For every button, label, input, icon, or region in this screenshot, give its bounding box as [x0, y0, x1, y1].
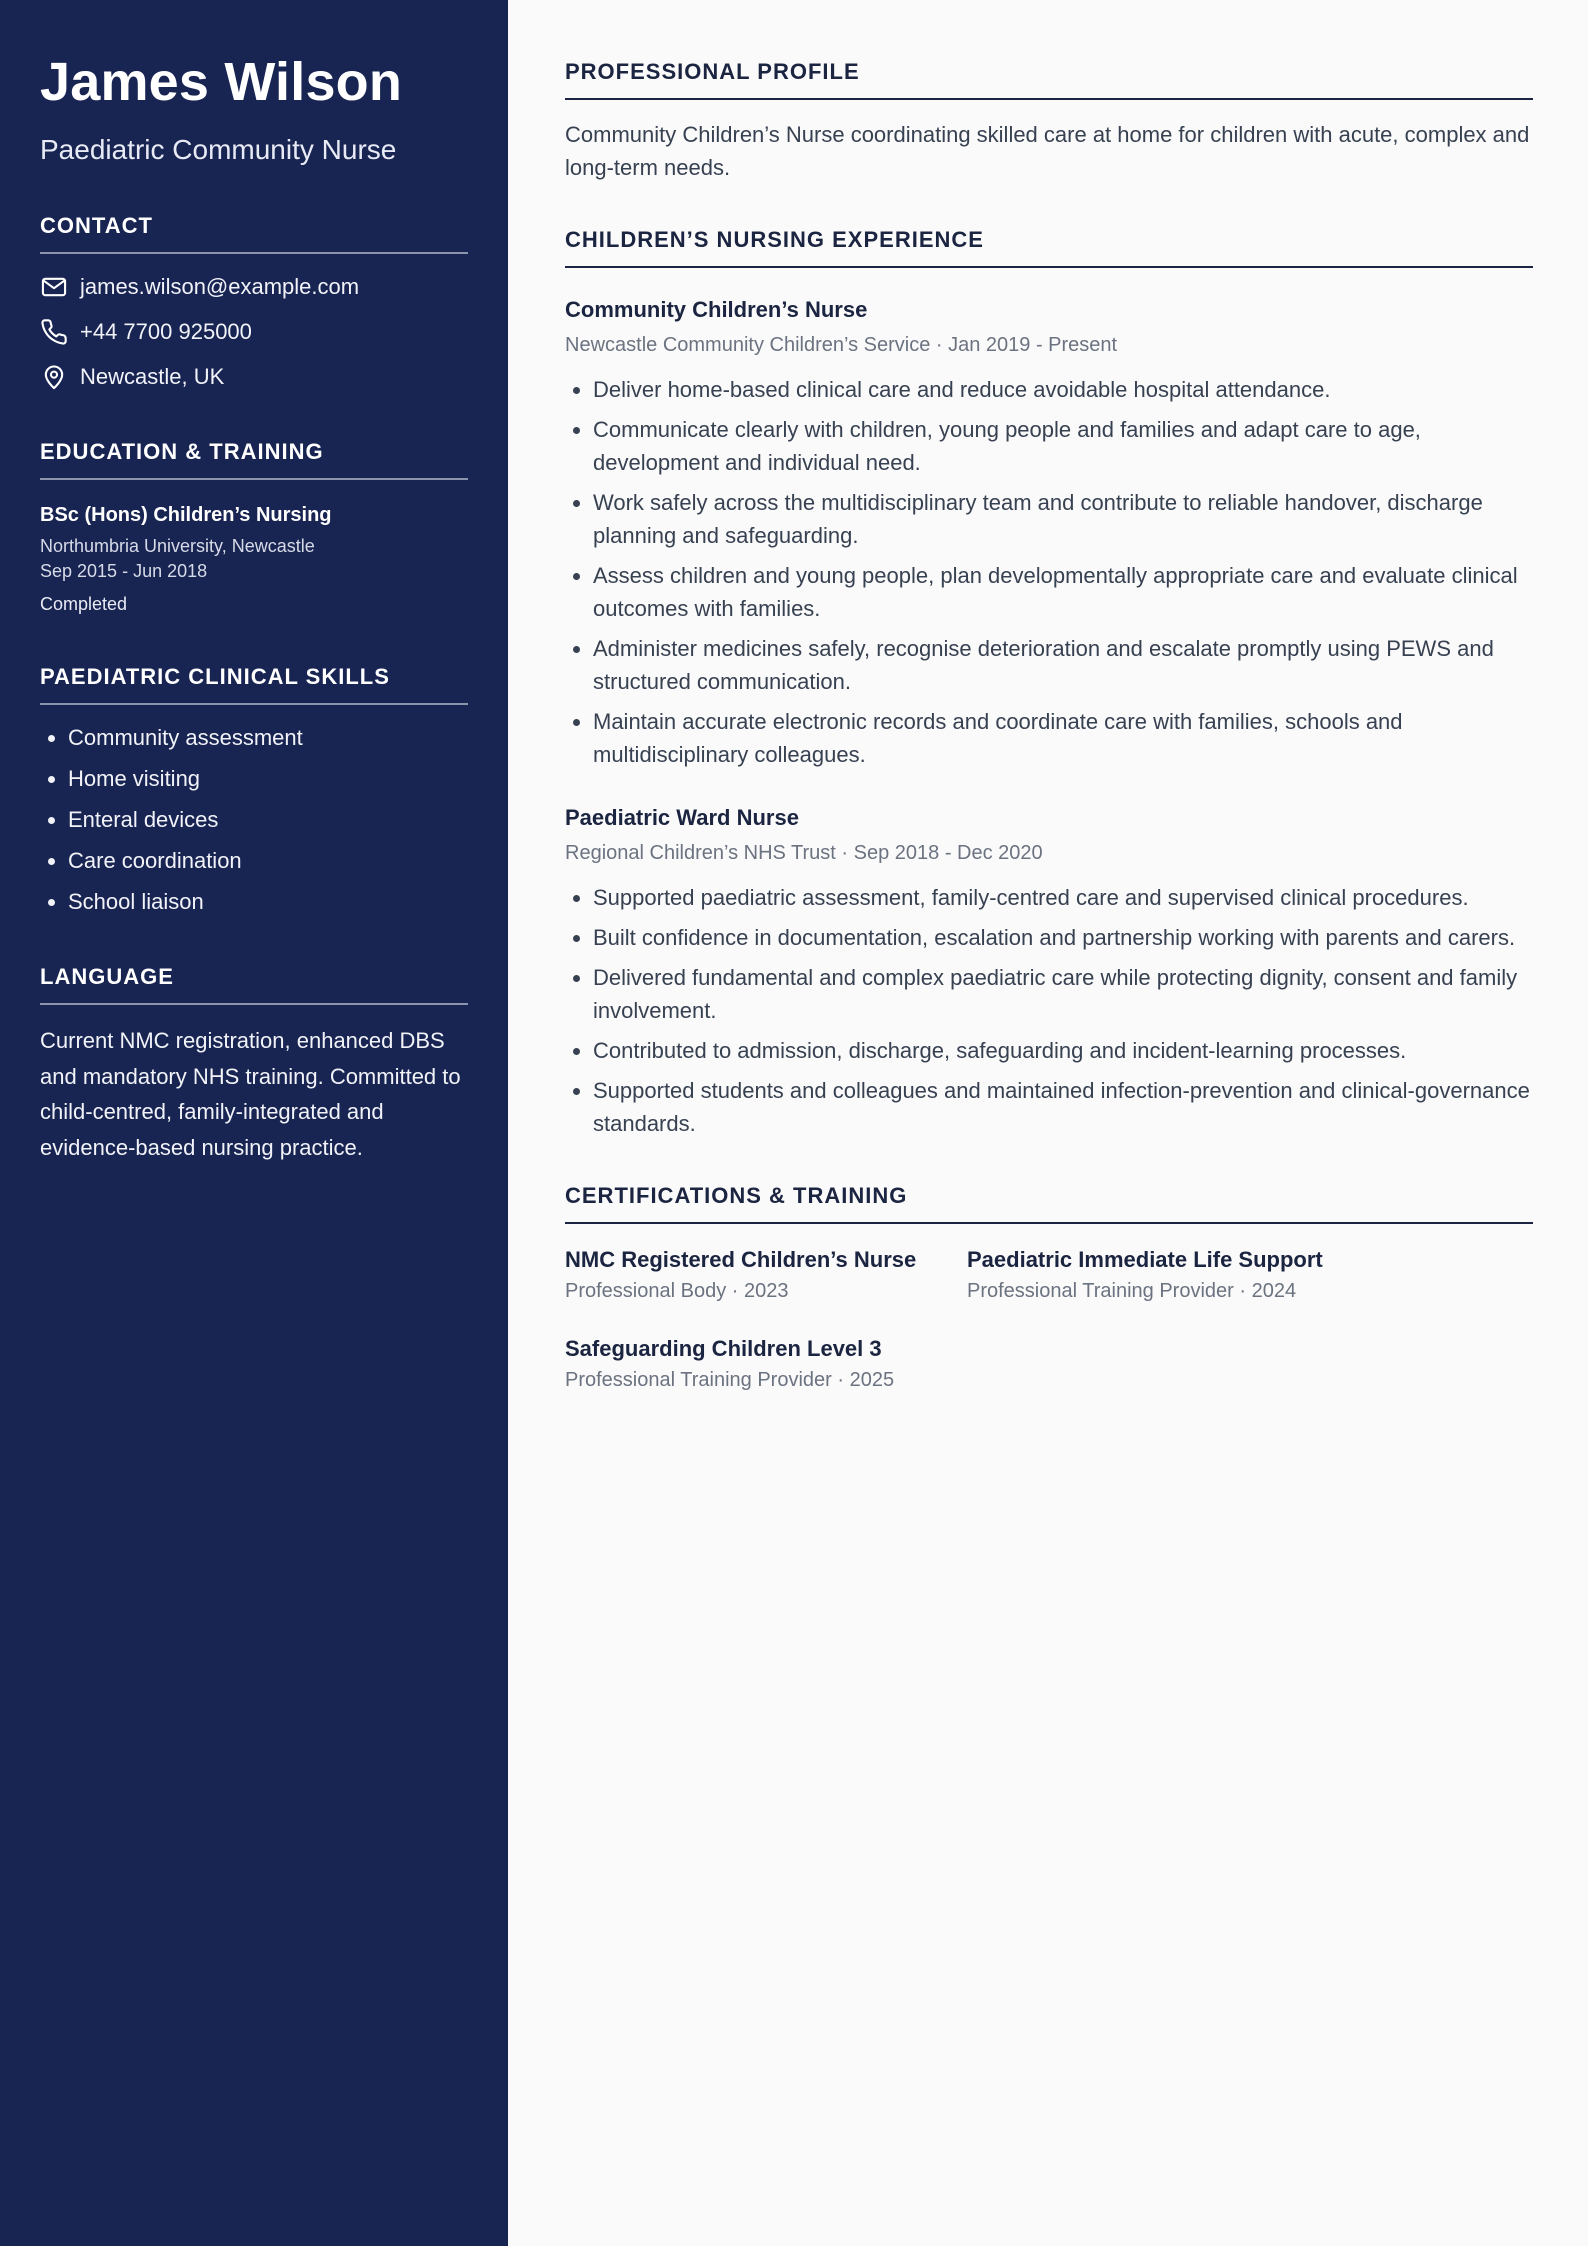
- experience-section: [565, 226, 1533, 1140]
- location-pin-icon: [40, 363, 68, 391]
- job-bullet: • Supported paediatric assessment, family-centred care and supervised clinical procedures.: [593, 881, 1533, 914]
- language-heading: LANGUAGE: [40, 963, 468, 1005]
- skills-list: [40, 723, 468, 917]
- education-status: Completed: [40, 594, 128, 614]
- job-meta: Regional Children’s NHS Trust · Sep 2018 - Dec 2020: [565, 842, 1043, 864]
- job-bullets: [565, 373, 1533, 771]
- language-section: [40, 963, 468, 1165]
- certifications-section: [565, 1182, 1533, 1394]
- job-bullet: • Supported students and colleagues and maintained infection-prevention and clinical-governance standards.: [593, 1074, 1533, 1140]
- contact-list: [40, 272, 468, 392]
- job-entry: [565, 296, 1533, 771]
- job-bullet: • Maintain accurate electronic records and coordinate care with families, schools and multidisciplinary colleagues.: [593, 705, 1533, 771]
- job-title: Community Children’s Nurse: [565, 297, 868, 322]
- certifications-grid: [565, 1246, 1533, 1394]
- job-bullet: • Contributed to admission, discharge, safeguarding and incident-learning processes.: [593, 1034, 1533, 1067]
- certification-item: [967, 1246, 1369, 1305]
- contact-email-text[interactable]: james.wilson@example.com: [80, 274, 360, 299]
- skill-item: • Enteral devices: [68, 805, 468, 835]
- certification-meta: Professional Training Provider · 2025: [565, 1369, 895, 1391]
- certification-name: Paediatric Immediate Life Support: [967, 1247, 1323, 1272]
- job-bullet: • Delivered fundamental and complex paediatric care while protecting dignity, consent and family involvement.: [593, 961, 1533, 1027]
- job-meta: Newcastle Community Children’s Service · Jan 2019 - Present: [565, 334, 1118, 356]
- skill-item: • Home visiting: [68, 764, 468, 794]
- certification-name: Safeguarding Children Level 3: [565, 1336, 882, 1361]
- job-title: Paediatric Ward Nurse: [565, 805, 799, 830]
- language-text: Current NMC registration, enhanced DBS and mandatory NHS training. Committed to child-centred, family-integrated and evidence-based nursing practice.: [40, 1028, 461, 1160]
- job-bullet: • Built confidence in documentation, escalation and partnership working with parents and carers.: [593, 921, 1533, 954]
- contact-phone[interactable]: [40, 317, 468, 347]
- certification-item: [565, 1246, 967, 1305]
- candidate-name: James Wilson: [40, 52, 403, 112]
- job-bullet: • Communicate clearly with children, young people and families and adapt care to age, development and individual need.: [593, 413, 1533, 479]
- contact-section: [40, 212, 468, 392]
- education-section: [40, 438, 468, 617]
- job-bullet: • Administer medicines safely, recognise deterioration and escalate promptly using PEWS and structured communication.: [593, 632, 1533, 698]
- education-institution: Northumbria University, Newcastle: [40, 536, 315, 556]
- certification-name: NMC Registered Children’s Nurse: [565, 1247, 917, 1272]
- phone-icon: [40, 318, 68, 346]
- certification-item: [565, 1335, 967, 1394]
- main-content: [565, 58, 1533, 1394]
- skills-heading: PAEDIATRIC CLINICAL SKILLS: [40, 663, 468, 705]
- certification-meta: Professional Training Provider · 2024: [967, 1280, 1297, 1302]
- education-degree: BSc (Hons) Children’s Nursing: [40, 504, 332, 526]
- contact-phone-text[interactable]: +44 7700 925000: [80, 319, 252, 344]
- certifications-heading: CERTIFICATIONS & TRAINING: [565, 1182, 1533, 1224]
- contact-heading: CONTACT: [40, 212, 468, 254]
- candidate-title: Paediatric Community Nurse: [40, 134, 397, 165]
- profile-section: [565, 58, 1533, 184]
- profile-text: Community Children’s Nurse coordinating skilled care at home for children with acute, complex and long-term needs.: [565, 122, 1530, 180]
- skill-item: • Community assessment: [68, 723, 468, 753]
- sidebar: [0, 0, 508, 2246]
- contact-email[interactable]: [40, 272, 468, 302]
- job-entry: [565, 804, 1533, 1140]
- contact-location-text: Newcastle, UK: [80, 364, 225, 389]
- skill-item: • Care coordination: [68, 846, 468, 876]
- education-heading: EDUCATION & TRAINING: [40, 438, 468, 480]
- job-bullets: [565, 881, 1533, 1140]
- education-dates: Sep 2015 - Jun 2018: [40, 561, 208, 581]
- job-bullet: • Work safely across the multidisciplinary team and contribute to reliable handover, discharge planning and safeguarding.: [593, 486, 1533, 552]
- certification-meta: Professional Body · 2023: [565, 1280, 789, 1302]
- mail-icon: [40, 273, 68, 301]
- skills-section: [40, 663, 468, 917]
- job-bullet: • Assess children and young people, plan developmentally appropriate care and evaluate clinical outcomes with families.: [593, 559, 1533, 625]
- contact-location: [40, 362, 468, 392]
- job-bullet: • Deliver home-based clinical care and reduce avoidable hospital attendance.: [593, 373, 1533, 406]
- profile-heading: PROFESSIONAL PROFILE: [565, 58, 1533, 100]
- skill-item: • School liaison: [68, 887, 468, 917]
- experience-heading: CHILDREN’S NURSING EXPERIENCE: [565, 226, 1533, 268]
